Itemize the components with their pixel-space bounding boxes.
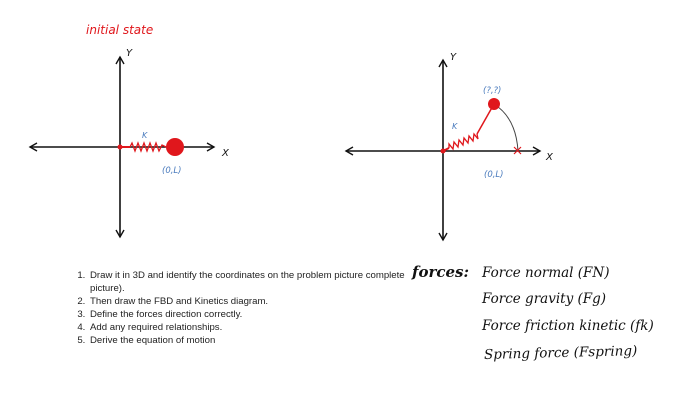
right-position-label: (0,L) bbox=[484, 170, 504, 180]
force-friction-kinetic: Force friction kinetic (fk) bbox=[482, 318, 654, 334]
right-spring bbox=[449, 134, 478, 149]
instructions-list bbox=[66, 269, 408, 347]
right-y-label: Y bbox=[450, 52, 457, 63]
instruction-item: 1. Draw it in 3D and identify the coordinates on the problem picture complete picture). bbox=[88, 269, 408, 295]
instruction-item: 3. Define the forces direction correctly. bbox=[88, 308, 408, 321]
force-normal: Force normal (FN) bbox=[482, 265, 610, 281]
left-diagram bbox=[30, 48, 230, 237]
right-swing-arc bbox=[494, 104, 518, 151]
force-spring: Spring force (Fspring) bbox=[483, 342, 638, 364]
instruction-item: 4. Add any required relationships. bbox=[88, 321, 408, 334]
left-y-label: Y bbox=[126, 48, 133, 59]
instruction-item: 5. Derive the equation of motion bbox=[88, 334, 408, 347]
right-x-label: X bbox=[546, 152, 553, 163]
left-spring-label: K bbox=[142, 131, 148, 140]
right-diagram bbox=[346, 52, 554, 240]
instruction-item: 2. Then draw the FBD and Kinetics diagram. bbox=[88, 295, 408, 308]
left-position-label: (0,L) bbox=[162, 166, 182, 176]
left-mass bbox=[166, 138, 184, 156]
title-initial-state: initial state bbox=[86, 23, 154, 37]
left-x-label: X bbox=[222, 148, 229, 159]
right-mass-label: (?,?) bbox=[483, 86, 502, 96]
forces-list bbox=[412, 263, 700, 383]
forces-label: forces: bbox=[412, 263, 470, 281]
force-gravity: Force gravity (Fg) bbox=[482, 291, 607, 307]
left-anchor-point bbox=[118, 145, 123, 150]
right-mass bbox=[488, 98, 500, 110]
right-spring-label: K bbox=[452, 122, 458, 131]
right-anchor-point bbox=[441, 149, 446, 154]
